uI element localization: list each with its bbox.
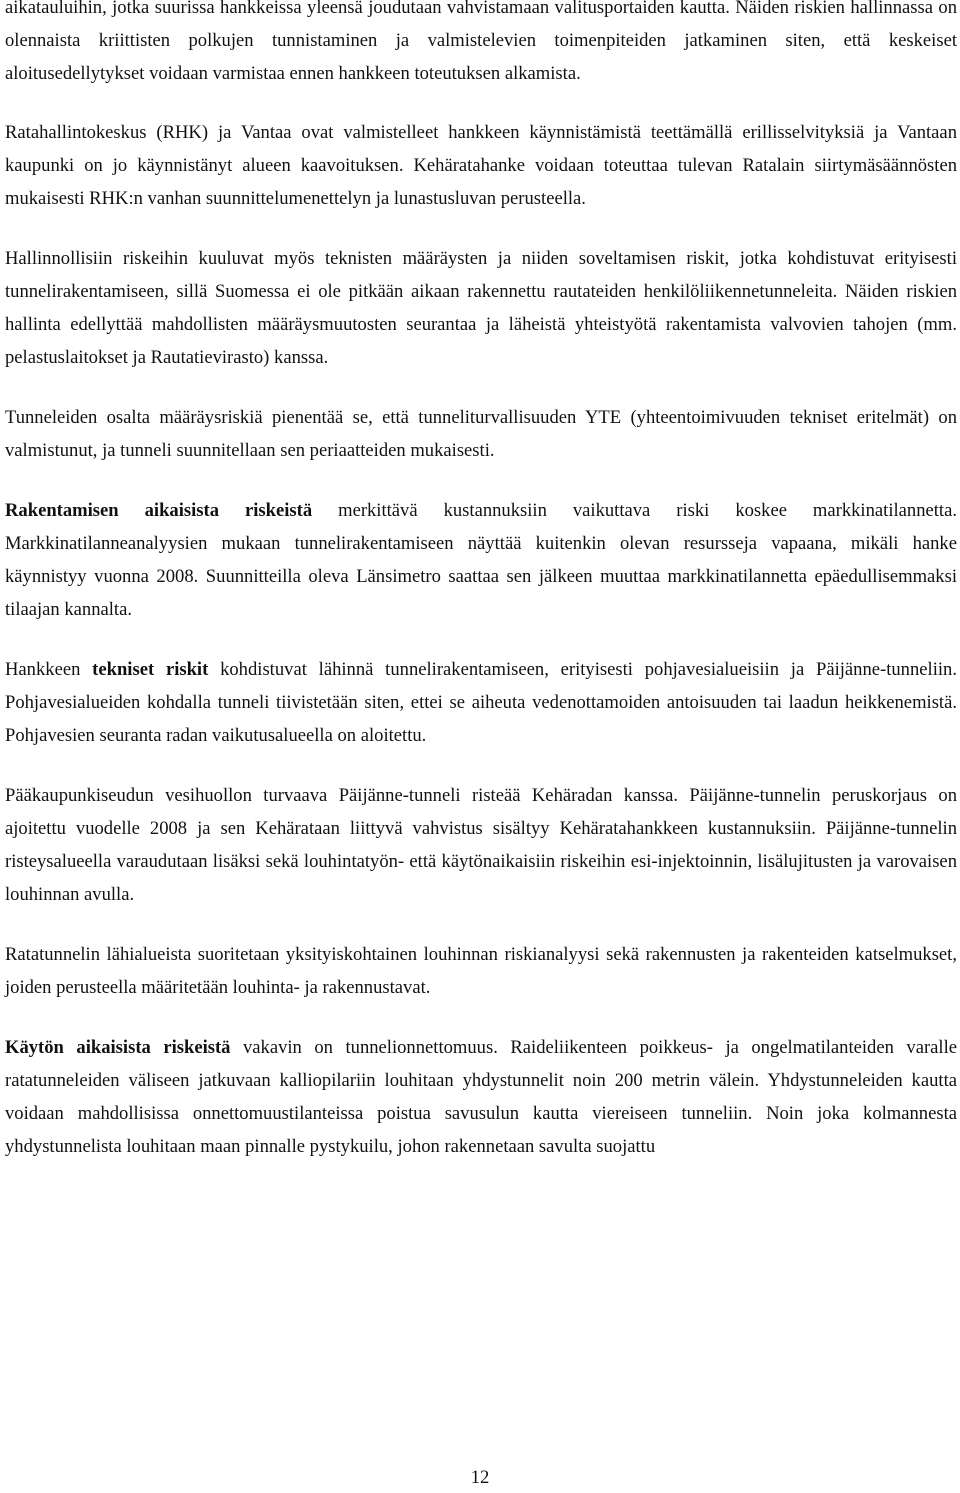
- paragraph-6-text: kohdistuvat lähinnä tunnelirakentamiseen, erityisesti pohjavesialueisiin ja Päijänne-tunneliin. Pohjavesialueiden kohdalla tunneli tiivistetään siten, ettei se aiheuta vedenottamoiden antoisuuden tai laadun heikkenemistä. Pohjavesien seuranta radan vaikutusalueella on aloitettu.: [5, 659, 957, 746]
- paragraph-8-text: Ratatunnelin lähialueista suoritetaan yksityiskohtainen louhinnan riskianalyysi sekä rakennusten ja rakenteiden katselmukset, joiden perusteella määritetään louhinta- ja rakennustavat.: [5, 944, 957, 998]
- paragraph-5-text: merkittävä kustannuksiin vaikuttava riski koskee markkinatilannetta. Markkinatilanneanalyysien mukaan tunnelirakentamiseen näyttää kuitenkin olevan resursseja vapaana, mikäli hanke käynnistyy vuonna 2008. Suunnitteilla oleva Länsimetro saattaa sen jälkeen muuttaa markkinatilannetta epäedullisemmaksi tilaajan kannalta.: [5, 500, 957, 620]
- paragraph-4-text: Tunneleiden osalta määräysriskiä pienentää se, että tunneliturvallisuuden YTE (yhteentoimivuuden tekniset eritelmät) on valmistunut, ja tunneli suunnitellaan sen periaatteiden mukaisesti.: [5, 407, 957, 461]
- paragraph-9: [5, 1031, 957, 1163]
- paragraph-2: [5, 116, 957, 215]
- paragraph-2-text: Ratahallintokeskus (RHK) ja Vantaa ovat valmistelleet hankkeen käynnistämistä teettämällä erillisselvityksiä ja Vantaan kaupunki on jo käynnistänyt alueen kaavoituksen. Kehäratahanke voidaan toteuttaa tulevan Ratalain siirtymäsäännösten mukaisesti RHK:n vanhan suunnittelumenettelyn ja lunastusluvan perusteella.: [5, 122, 957, 209]
- paragraph-4: [5, 401, 957, 467]
- paragraph-6: [5, 653, 957, 752]
- paragraph-5: [5, 494, 957, 626]
- paragraph-7: [5, 779, 957, 911]
- paragraph-6-bold-term: tekniset riskit: [92, 659, 209, 680]
- paragraph-7-text: Pääkaupunkiseudun vesihuollon turvaava Päijänne-tunneli risteää Kehäradan kanssa. Päijänne-tunnelin peruskorjaus on ajoitettu vuodelle 2008 ja sen Kehärataan liittyvä vahvistus sisältyy Kehäratahankkeen kustannuksiin. Päijänne-tunnelin risteysalueella varaudutaan lisäksi sekä louhintatyön- että käytönaikaisiin riskeihin esi-injektoinnin, lisälujitusten ja varovaisen louhinnan avulla.: [5, 785, 957, 905]
- paragraph-9-text: vakavin on tunnelionnettomuus. Raideliikenteen poikkeus- ja ongelmatilanteiden varalle ratatunneleiden väliseen jatkuvaan kalliopilariin louhitaan yhdystunnelit noin 200 metrin välein. Yhdystunneleiden kautta voidaan mahdollisissa onnettomuustilanteissa poistua savusulun kautta viereiseen tunneliin. Noin joka kolmannesta yhdystunnelista louhitaan maan pinnalle pystykuilu, johon rakennetaan savulta suojattu: [5, 1037, 957, 1157]
- paragraph-6-text-start: Hankkeen: [5, 659, 93, 680]
- paragraph-1-text: aikatauluihin, jotka suurissa hankkeissa yleensä joudutaan vahvistamaan valitusportaiden kautta. Näiden riskien hallinnassa on olennaista kriittisten polkujen tunnistaminen ja valmistelevien toimenpiteiden jatkaminen siten, että keskeiset aloitusedellytykset voidaan varmistaa ennen hankkeen toteutuksen alkamista.: [5, 0, 957, 84]
- document-page: [5, 0, 957, 1190]
- paragraph-9-bold-lead: Käytön aikaisista riskeistä: [5, 1037, 231, 1058]
- paragraph-3-text: Hallinnollisiin riskeihin kuuluvat myös teknisten määräysten ja niiden soveltamisen riskit, jotka kohdistuvat erityisesti tunnelirakentamiseen, sillä Suomessa ei ole pitkään aikaan rakennettu rautateiden henkilöliikennetunneleita. Näiden riskien hallinta edellyttää mahdollisten määräysmuutosten seurantaa ja läheistä yhteistyötä rakentamista valvovien tahojen (mm. pelastuslaitokset ja Rautatievirasto) kanssa.: [5, 248, 957, 368]
- paragraph-5-bold-lead: Rakentamisen aikaisista riskeistä: [5, 500, 313, 521]
- paragraph-1: [5, 0, 957, 90]
- paragraph-3: [5, 242, 957, 374]
- paragraph-8: [5, 938, 957, 1004]
- page-number: 12: [470, 1467, 490, 1488]
